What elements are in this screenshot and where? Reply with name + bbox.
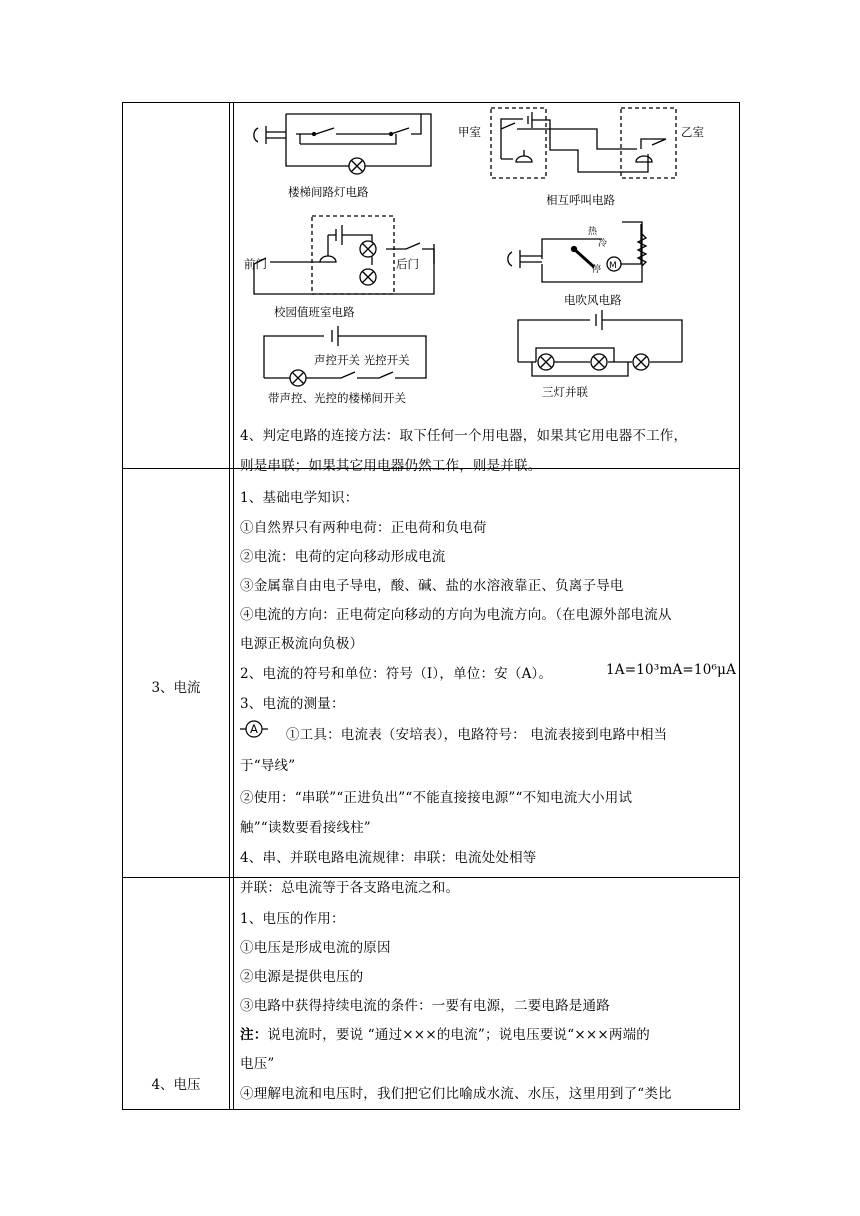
text-line: ②电流：电荷的定向移动形成电流 [240, 549, 446, 565]
sound-light-circuit [264, 326, 426, 405]
table-border-right [739, 102, 740, 1110]
text-line: ④电流的方向：正电荷定向移动的方向为电流方向。（在电源外部电流从 [240, 607, 672, 623]
text-line: 电压” [240, 1056, 275, 1072]
hairdryer-circuit [508, 222, 646, 307]
text-line: 触”“读数要看接线柱” [240, 820, 371, 836]
campus-back-door: 后门 [396, 257, 419, 271]
text-line: ②电源是提供电压的 [240, 969, 364, 985]
text-line: ①工具：电流表（安培表），电路符号： 电流表接到电路中相当 [286, 727, 668, 743]
note-label: 注： [240, 1027, 268, 1043]
text-line: ④理解电流和电压时，我们把它们比喻成水流、水压，这里用到了“类比 [240, 1086, 672, 1102]
sound-light-caption: 带声控、光控的楼梯间开关 [268, 391, 406, 405]
table-border-top [122, 102, 740, 103]
ammeter-symbol-icon [240, 718, 268, 740]
text-line: ①自然界只有两种电荷：正电荷和负电荷 [240, 520, 487, 536]
text-line: 2、电流的符号和单位：符号（I），单位：安（A）。 [240, 666, 553, 682]
text-line: 并联：总电流等于各支路电流之和。 [240, 880, 460, 896]
sound-light-switch-labels: 声控开关 光控开关 [314, 353, 410, 367]
text-line: ②使用：“串联”“正进负出”“不能直接接电源”“不知电流大小用试 [240, 790, 633, 806]
table-border-left [122, 102, 123, 1110]
intercom-left-room: 甲室 [458, 125, 481, 139]
table-border-bottom [122, 1109, 740, 1110]
hairdryer-caption: 电吹风电路 [564, 293, 622, 307]
unit-conversion: 1A=10³mA=10⁶μA [606, 662, 737, 678]
hairdryer-cold: 冷 [598, 239, 608, 249]
row-label-voltage: 4、电压 [151, 1077, 201, 1093]
circuit-diagrams [236, 104, 736, 414]
campus-front-door: 前门 [244, 257, 267, 271]
hairdryer-motor: M [609, 261, 617, 271]
note-line [240, 1023, 736, 1043]
column-divider [233, 102, 234, 1110]
stair-caption: 楼梯间路灯电路 [288, 185, 369, 199]
intercom-caption: 相互呼叫电路 [546, 193, 615, 207]
row-label-current: 3、电流 [151, 680, 201, 696]
text-line: 于“导线” [240, 758, 296, 774]
note-text: 说电流时，要说 “通过×××的电流”；说电压要说“×××两端的 [267, 1027, 650, 1043]
ammeter-letter: A [250, 722, 258, 736]
campus-caption: 校园值班室电路 [274, 305, 355, 319]
text-line: ③金属靠自由电子导电，酸、碱、盐的水溶液靠正、负离子导电 [240, 578, 624, 594]
campus-duty-circuit [244, 216, 434, 319]
hairdryer-stop: 停 [592, 265, 602, 275]
text-line: ①电压是形成电流的原因 [240, 940, 391, 956]
text-line: 电源正极流向负极） [240, 636, 364, 652]
text-line: 4、串、并联电路电流规律：串联：电流处处相等 [240, 850, 537, 866]
three-lamps-caption: 三灯并联 [542, 385, 588, 399]
text-line: 则是串联；如果其它用电器仍然工作，则是并联。 [240, 458, 542, 474]
text-line: 4、判定电路的连接方法：取下任何一个用电器，如果其它用电器不工作， [240, 428, 688, 444]
three-lamps-circuit [518, 310, 682, 399]
text-line: 1、电压的作用： [240, 911, 345, 927]
column-divider [229, 102, 230, 1110]
intercom-circuit [458, 108, 704, 207]
intercom-right-room: 乙室 [681, 125, 704, 139]
stair-light-circuit [254, 114, 431, 199]
text-line: ③电路中获得持续电流的条件：一要有电源，二要电路是通路 [240, 998, 610, 1014]
text-line: 3、电流的测量： [240, 696, 345, 712]
hairdryer-hot: 热 [588, 227, 598, 237]
text-line: 1、基础电学知识： [240, 490, 359, 506]
